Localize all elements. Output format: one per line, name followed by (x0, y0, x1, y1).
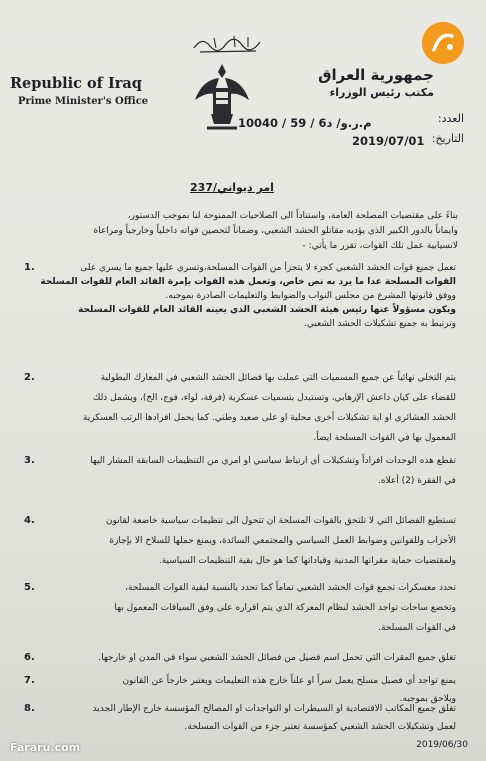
item-number: 6. (24, 652, 35, 663)
document-number: م.ر.و/ د6 / 59 / 10040 (238, 116, 372, 130)
item-line: تحدد معسكرات تجمع قوات الحشد الشعبي تماماً كما تحدد بالنسبة لبقية القوات المسلحة، (125, 583, 456, 593)
item-line: تستطيع الفصائل التي لا تلتحق بالقوات المسلحة ان تتحول الى تنظيمات سياسية خاضعة لقانون (105, 516, 456, 526)
intro-line: لانسيابية عمل تلك القوات، تقرر ما يأتي: - (302, 241, 458, 251)
item-line: ووفق قانونها المشرع من مجلس النواب والضوابط والتعليمات الصادرة بموجبه. (165, 291, 456, 301)
intro-line: بناءً على مقتضيات المصلحة العامة، واستناداً الى الصلاحيات الممنوحة لنا بموجب الدستور، (127, 211, 458, 221)
order-title: امر ديواني/237 (190, 181, 274, 194)
footer-date: 2019/06/30 (416, 740, 468, 750)
item-1-text (40, 262, 456, 330)
intro-line: وايماناً بالدور الكبير الذي يؤديه مقاتلو الحشد الشعبي، وضماناً لتحصين قواته داخلياً وخارجياً ومراعاة (93, 226, 458, 236)
item-8-text (44, 703, 456, 733)
item-line: تغلق جميع المقرات التي تحمل اسم فصيل من فصائل الحشد الشعبي سواء في المدن او خارجها. (98, 653, 456, 663)
fararu-logo-icon (422, 22, 464, 64)
item-line: ويكون مسؤولاً عنها رئيس هيئة الحشد الشعبي الذي يعينه القائد العام للقوات المسلحة (78, 305, 456, 315)
prime-ministers-office-heading: Prime Minister's Office (18, 96, 149, 107)
item-line: في القوات المسلحة. (378, 623, 456, 633)
item-line: المعمول بها في القوات المسلحة ايضاً. (313, 433, 456, 443)
item-line: يتم التخلي نهائياً عن جميع المسميات التي عملت بها فصائل الحشد الشعبي في المعارك البطولية (100, 373, 456, 383)
item-3-text (44, 455, 456, 487)
date-label: التاريخ: (431, 132, 464, 145)
item-number: 8. (24, 703, 35, 714)
prime-ministers-office-arabic-heading: مكتب رئيس الوزراء (329, 86, 434, 99)
item-7-text (44, 675, 456, 705)
republic-of-iraq-heading: Republic of Iraq (10, 75, 142, 92)
item-line: وتخضع ساحات تواجد الحشد لنظام المعركة الذي يتم اقراره على وفق السياقات المعمول بها (114, 603, 456, 613)
item-6-text (44, 652, 456, 664)
item-line: تغلق جميع المكاتب الاقتصادية او السيطرات او التواجدات او المصالح المؤسسة خارج الإطار الجديد (92, 704, 456, 714)
item-line: ويلاحق بموجبه. (399, 694, 456, 704)
item-line: ولمقتضيات حماية مقراتها المدنية وقياداتها كما هو حال بقية التنظيمات السياسية. (158, 556, 456, 566)
fararu-watermark: Fararu.com (10, 741, 81, 754)
item-4-text (44, 515, 456, 567)
item-5-text (44, 582, 456, 634)
intro-paragraph (40, 210, 458, 252)
item-number: 7. (24, 675, 35, 686)
item-line: تقطع هذه الوحدات افراداً وتشكيلات أي ارتباط سياسي او امري من التنظيمات السابقة المشار اليها (90, 456, 456, 466)
basmala-calligraphy-icon (190, 30, 270, 56)
item-line: يمنع تواجد أي فصيل مسلح يعمل سراً او علناً خارج هذه التعليمات ويعتبر خارجاً عن القانون (122, 676, 456, 686)
item-line: الأحزاب وللقوانين وضوابط العمل السياسي والمجتمعي السائدة، ويمنع حملها للسلاح الا بإجازة (109, 536, 456, 546)
item-line: وترتبط به جميع تشكيلات الحشد الشعبي. (303, 319, 456, 329)
item-2-text (44, 372, 456, 444)
item-line: للقضاء على كيان داعش الإرهابي، وتستبدل بتسميات عسكرية (فرقة، لواء، فوج، الخ)، ويشمل ذلك (92, 393, 456, 403)
item-line: لعمل وتشكيلات الحشد الشعبي كمؤسسة تعتبر جزء من القوات المسلحة. (184, 722, 456, 732)
republic-of-iraq-arabic-heading: جمهورية العراق (318, 66, 434, 84)
item-line: تعمل جميع قوات الحشد الشعبي كجزء لا يتجزأ من القوات المسلحة،وتسري عليها جميع ما يسري على (80, 263, 456, 273)
item-number: 4. (24, 515, 35, 526)
document-date: 2019/07/01 (352, 134, 425, 148)
item-number: 5. (24, 582, 35, 593)
number-label: العدد: (437, 112, 464, 125)
item-line: في الفقرة (2) أعلاه. (377, 476, 456, 486)
item-number: 3. (24, 455, 35, 466)
item-number: 1. (24, 262, 35, 273)
item-line: الحشد العشائري او اية تشكيلات أخرى محلية او على صعيد وطني. كما يحمل افرادها الرتب العسكرية (82, 413, 456, 423)
item-line: القوات المسلحة عدا ما يرد به نص خاص، وتعمل هذه القوات بإمرة القائد العام للقوات المسلحة (40, 277, 456, 287)
item-number: 2. (24, 372, 35, 383)
